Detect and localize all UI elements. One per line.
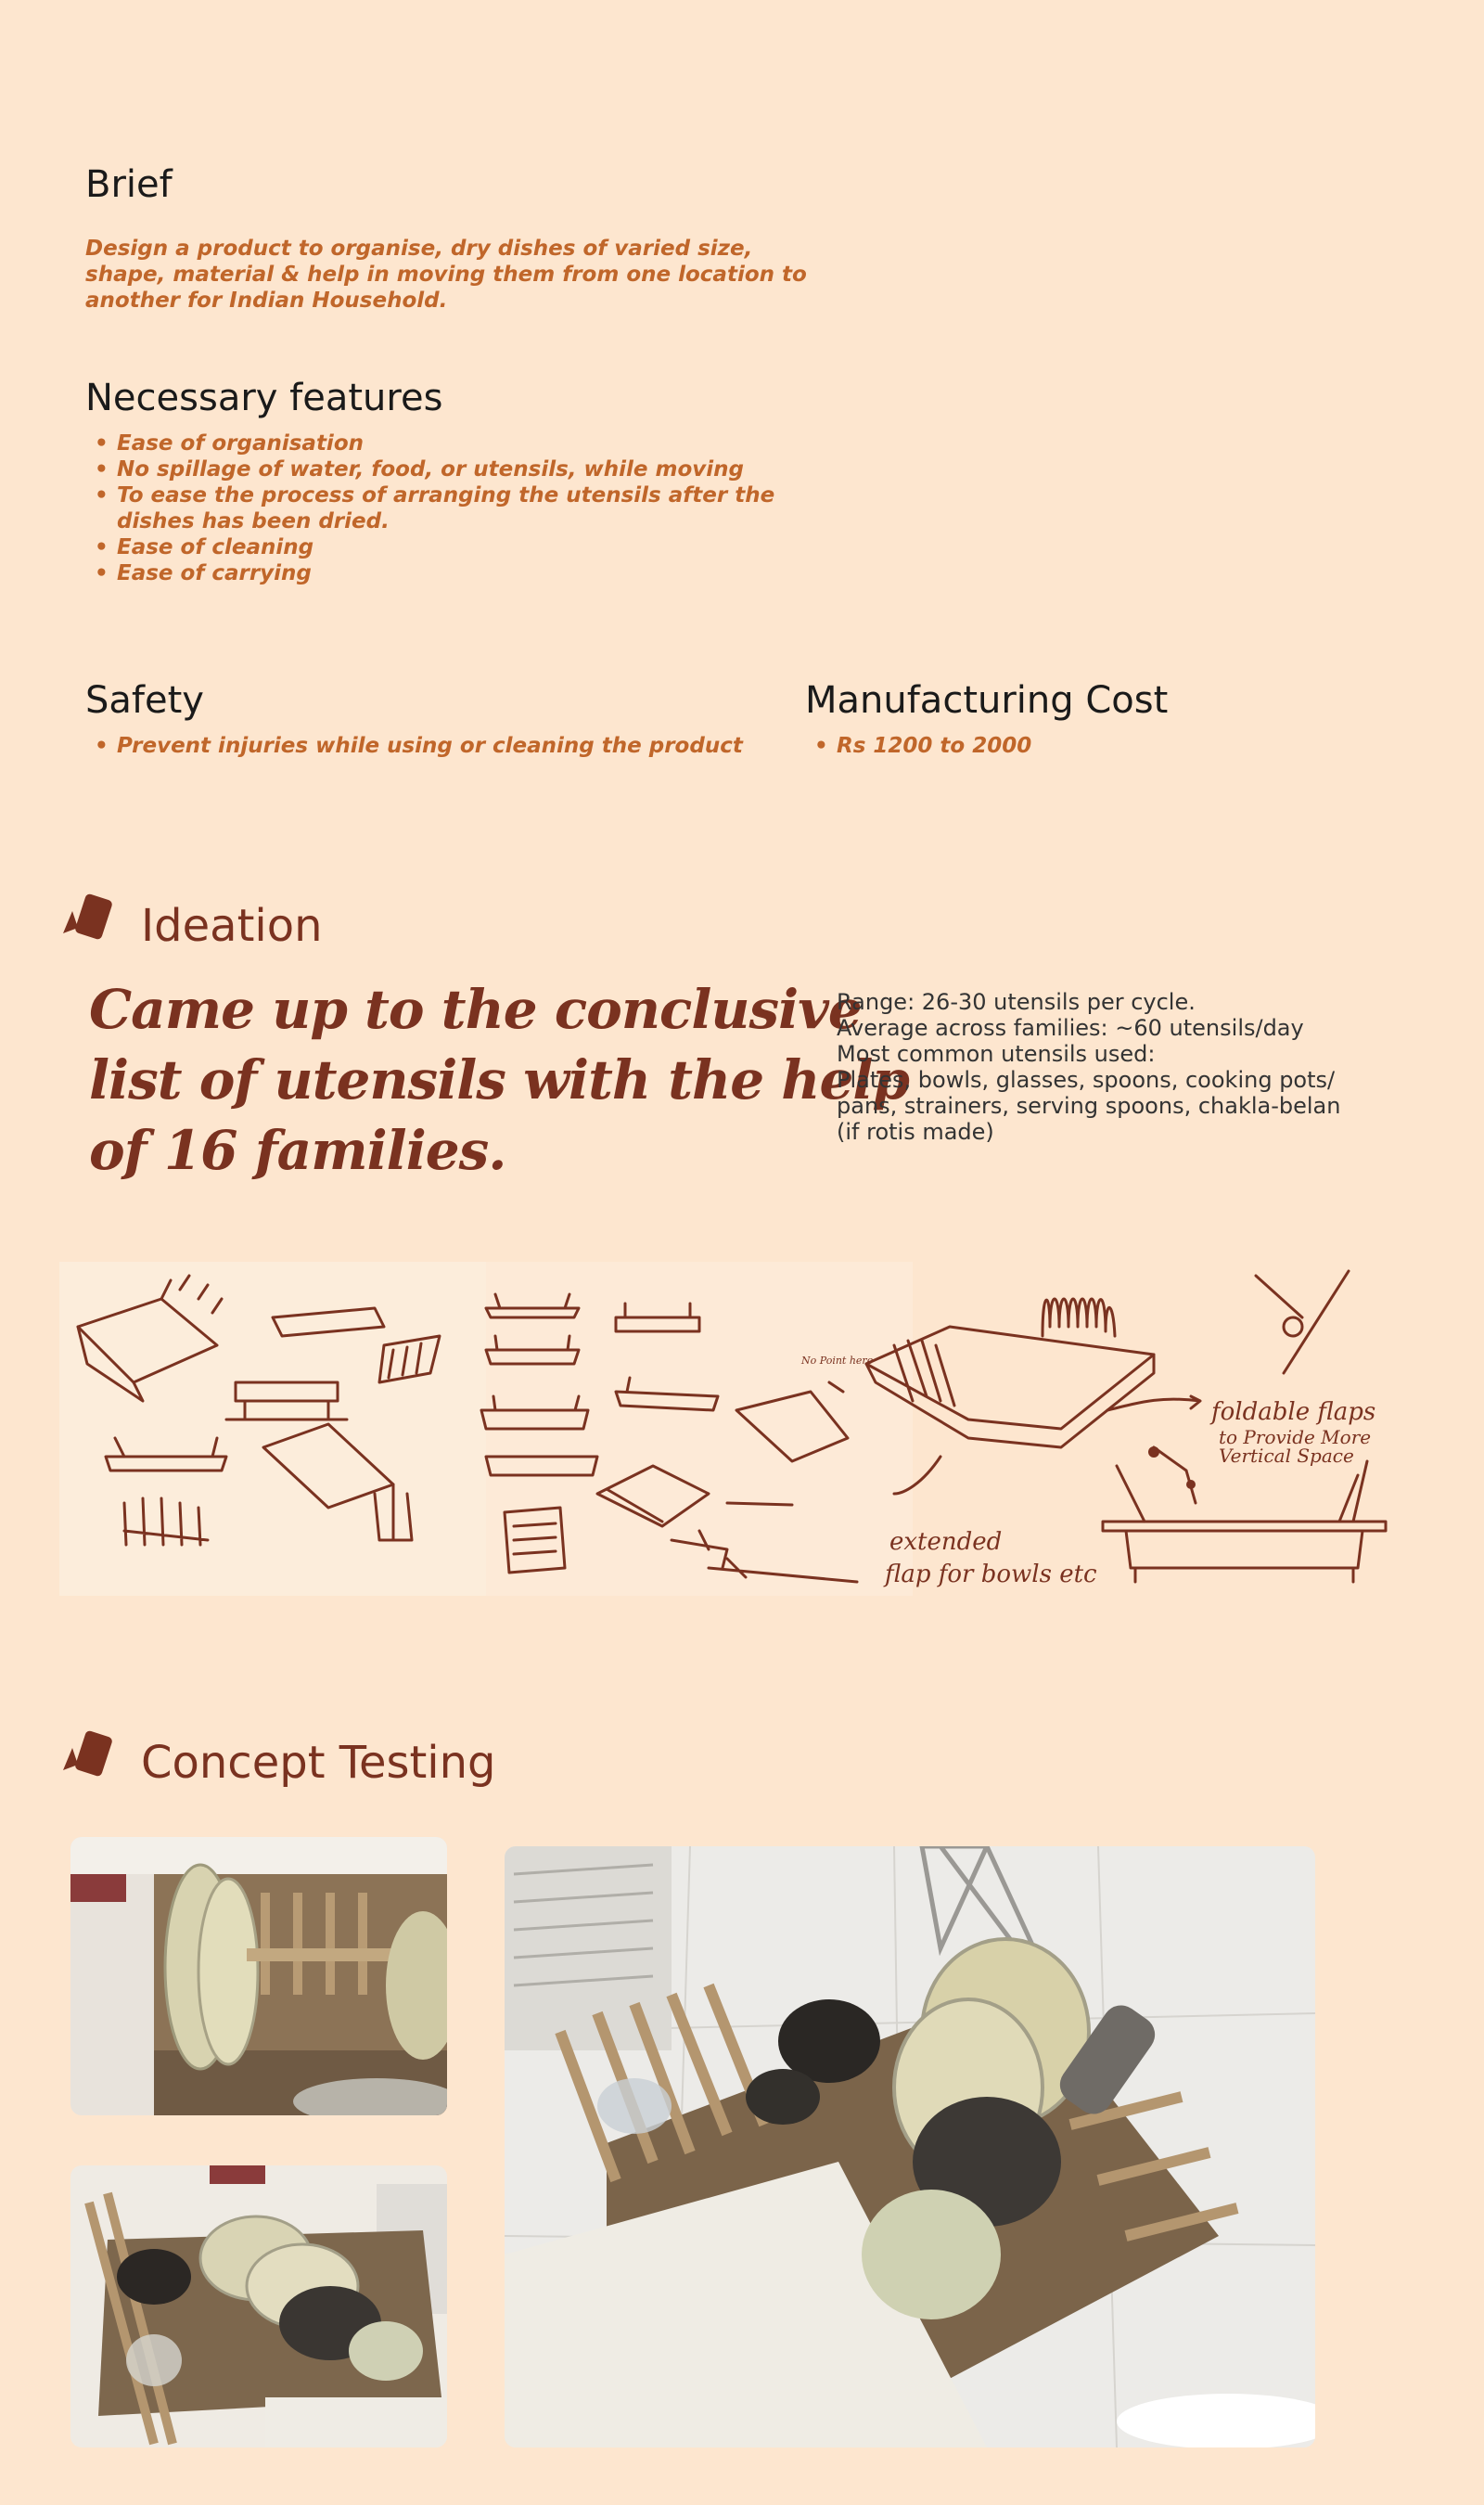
concept-photo-2: [70, 2165, 447, 2447]
cost-item: • Rs 1200 to 2000: [805, 733, 1031, 759]
features-list: [85, 430, 774, 586]
stats-line: Most common utensils used:: [837, 1041, 1156, 1067]
feature-item-continuation: [85, 508, 774, 534]
quote-line: Came up to the conclusive: [89, 978, 862, 1041]
stats-line: Plates, bowls, glasses, spoons, cooking pots/: [837, 1067, 1336, 1093]
safety-list: [85, 733, 743, 759]
cost-list: [805, 733, 1031, 759]
feature-item: • To ease the process of arranging the utensils after the: [85, 482, 774, 508]
brief-text: [85, 236, 807, 314]
feature-item: • Ease of organisation: [85, 430, 774, 456]
quote-line: of 16 families.: [89, 1119, 506, 1182]
book-icon: [59, 891, 117, 944]
concept-photo-1: [70, 1837, 447, 2115]
book-icon: [59, 1728, 117, 1781]
quote-line: list of utensils with the help: [89, 1048, 909, 1111]
stats-line: (if rotis made): [837, 1119, 994, 1145]
sketch-note: No Point here: [801, 1355, 874, 1367]
cost-heading: Manufacturing Cost: [805, 679, 1169, 722]
brief-line: Design a product to organise, dry dishes of varied size,: [85, 237, 753, 261]
ideation-quote: [89, 974, 909, 1186]
feature-item: • No spillage of water, food, or utensils, while moving: [85, 456, 774, 482]
safety-item: • Prevent injuries while using or cleaning the product: [85, 733, 743, 759]
stats-line: Range: 26-30 utensils per cycle.: [837, 989, 1196, 1015]
stats-line: pans, strainers, serving spoons, chakla-belan: [837, 1093, 1341, 1119]
ideation-sketches: [59, 1262, 1395, 1614]
sketch-note: to Provide More: [1219, 1426, 1372, 1448]
brief-line: another for Indian Household.: [85, 289, 448, 313]
sketch-note: Vertical Space: [1219, 1445, 1354, 1467]
ideation-stats: [837, 989, 1340, 1145]
concept-photo-3: [505, 1846, 1315, 2447]
features-heading: Necessary features: [85, 377, 443, 419]
sketch-note: extended: [889, 1528, 1003, 1556]
sketch-note: flap for bowls etc: [885, 1561, 1097, 1588]
brief-line: shape, material & help in moving them from one location to: [85, 263, 807, 287]
feature-item-continuation-text: dishes has been dried.: [117, 509, 390, 533]
stats-line: Average across families: ~60 utensils/day: [837, 1015, 1304, 1041]
brief-heading: Brief: [85, 163, 173, 206]
safety-heading: Safety: [85, 679, 204, 722]
concept-title: Concept Testing: [141, 1737, 496, 1789]
sketch-note: foldable flaps: [1211, 1398, 1376, 1426]
feature-item: • Ease of cleaning: [85, 534, 774, 560]
ideation-title: Ideation: [141, 900, 323, 952]
feature-item: • Ease of carrying: [85, 560, 774, 586]
